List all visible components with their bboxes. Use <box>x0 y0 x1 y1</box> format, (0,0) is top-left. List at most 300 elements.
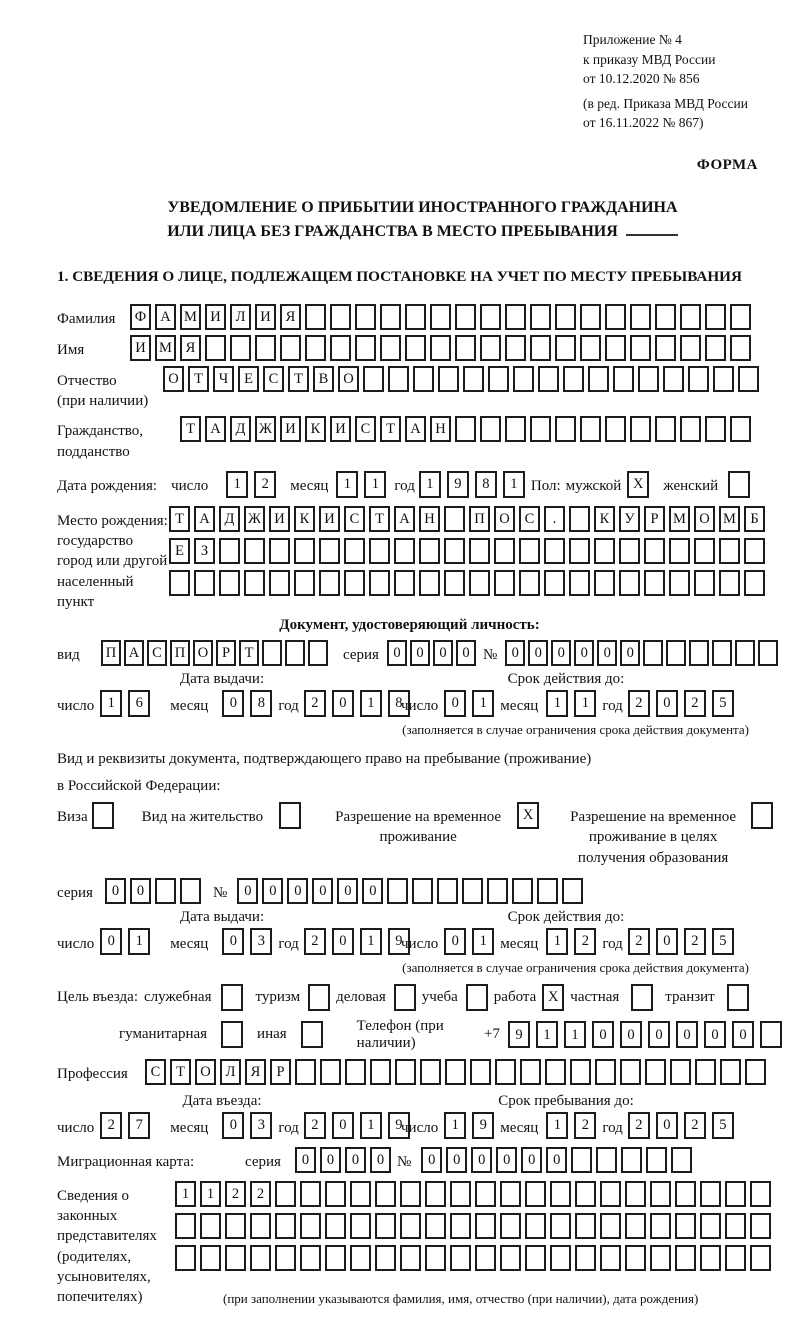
char-cell[interactable]: 2 <box>628 690 650 717</box>
char-cell[interactable] <box>705 304 726 330</box>
char-cell[interactable] <box>720 1059 741 1085</box>
char-cell[interactable] <box>537 878 558 904</box>
char-cell[interactable] <box>550 1245 571 1271</box>
char-cell[interactable] <box>712 640 732 666</box>
char-cell[interactable] <box>605 335 626 361</box>
char-cell[interactable]: 1 <box>360 690 382 717</box>
char-cell[interactable] <box>370 1059 391 1085</box>
char-cell[interactable] <box>713 366 734 392</box>
char-cell[interactable] <box>475 1181 496 1207</box>
char-cell[interactable]: 1 <box>226 471 248 498</box>
char-cell[interactable] <box>230 335 251 361</box>
char-cell[interactable] <box>663 366 684 392</box>
purpose-official-checkbox[interactable] <box>221 984 243 1011</box>
char-cell[interactable]: 5 <box>712 928 734 955</box>
char-cell[interactable]: 0 <box>521 1147 542 1173</box>
char-cell[interactable] <box>395 1059 416 1085</box>
char-cell[interactable]: К <box>594 506 615 532</box>
char-cell[interactable]: Т <box>288 366 309 392</box>
char-cell[interactable]: 2 <box>684 928 706 955</box>
char-cell[interactable] <box>255 335 276 361</box>
char-cell[interactable] <box>625 1213 646 1239</box>
char-cell[interactable] <box>175 1213 196 1239</box>
char-cell[interactable] <box>669 538 690 564</box>
char-cell[interactable] <box>480 416 501 442</box>
char-cell[interactable] <box>494 538 515 564</box>
char-cell[interactable] <box>244 538 265 564</box>
char-cell[interactable] <box>405 304 426 330</box>
char-cell[interactable]: А <box>194 506 215 532</box>
char-cell[interactable] <box>545 1059 566 1085</box>
char-cell[interactable] <box>671 1147 692 1173</box>
char-cell[interactable] <box>480 304 501 330</box>
char-cell[interactable]: 0 <box>656 690 678 717</box>
char-cell[interactable]: 0 <box>648 1021 670 1048</box>
char-cell[interactable] <box>675 1213 696 1239</box>
char-cell[interactable]: А <box>124 640 144 666</box>
char-cell[interactable] <box>580 335 601 361</box>
char-cell[interactable] <box>300 1245 321 1271</box>
char-cell[interactable] <box>355 304 376 330</box>
char-cell[interactable]: 0 <box>295 1147 316 1173</box>
sex-male-checkbox[interactable]: X <box>627 471 649 498</box>
char-cell[interactable] <box>470 1059 491 1085</box>
char-cell[interactable] <box>644 538 665 564</box>
char-cell[interactable] <box>500 1245 521 1271</box>
purpose-study-checkbox[interactable] <box>466 984 488 1011</box>
char-cell[interactable] <box>689 640 709 666</box>
char-cell[interactable] <box>525 1213 546 1239</box>
char-cell[interactable]: 6 <box>128 690 150 717</box>
char-cell[interactable] <box>555 335 576 361</box>
char-cell[interactable]: 1 <box>360 928 382 955</box>
char-cell[interactable] <box>569 570 590 596</box>
char-cell[interactable]: С <box>263 366 284 392</box>
char-cell[interactable] <box>645 1059 666 1085</box>
char-cell[interactable] <box>363 366 384 392</box>
char-cell[interactable]: 0 <box>656 1112 678 1139</box>
char-cell[interactable] <box>462 878 483 904</box>
char-cell[interactable] <box>569 538 590 564</box>
char-cell[interactable]: У <box>619 506 640 532</box>
char-cell[interactable] <box>580 304 601 330</box>
char-cell[interactable]: 0 <box>597 640 617 666</box>
char-cell[interactable] <box>613 366 634 392</box>
char-cell[interactable]: 0 <box>496 1147 517 1173</box>
char-cell[interactable] <box>394 570 415 596</box>
char-cell[interactable]: 0 <box>620 640 640 666</box>
char-cell[interactable] <box>544 570 565 596</box>
char-cell[interactable] <box>646 1147 667 1173</box>
char-cell[interactable] <box>300 1181 321 1207</box>
char-cell[interactable] <box>725 1181 746 1207</box>
char-cell[interactable] <box>544 538 565 564</box>
char-cell[interactable]: 9 <box>508 1021 530 1048</box>
char-cell[interactable] <box>500 1181 521 1207</box>
purpose-humanitarian-checkbox[interactable] <box>221 1021 243 1048</box>
char-cell[interactable] <box>244 570 265 596</box>
char-cell[interactable] <box>175 1245 196 1271</box>
char-cell[interactable]: Б <box>744 506 765 532</box>
char-cell[interactable] <box>694 538 715 564</box>
char-cell[interactable]: 2 <box>254 471 276 498</box>
char-cell[interactable] <box>580 416 601 442</box>
char-cell[interactable]: Р <box>644 506 665 532</box>
char-cell[interactable] <box>505 335 526 361</box>
char-cell[interactable] <box>530 416 551 442</box>
char-cell[interactable]: Р <box>270 1059 291 1085</box>
char-cell[interactable]: 1 <box>472 928 494 955</box>
char-cell[interactable]: Л <box>230 304 251 330</box>
char-cell[interactable] <box>650 1181 671 1207</box>
char-cell[interactable]: 0 <box>287 878 308 904</box>
char-cell[interactable]: Ж <box>255 416 276 442</box>
char-cell[interactable]: 8 <box>388 690 410 717</box>
char-cell[interactable] <box>494 570 515 596</box>
char-cell[interactable] <box>575 1181 596 1207</box>
char-cell[interactable] <box>525 1245 546 1271</box>
char-cell[interactable]: 1 <box>100 690 122 717</box>
char-cell[interactable] <box>505 304 526 330</box>
char-cell[interactable]: О <box>195 1059 216 1085</box>
visa-checkbox[interactable] <box>92 802 114 829</box>
char-cell[interactable] <box>563 366 584 392</box>
char-cell[interactable]: Н <box>430 416 451 442</box>
char-cell[interactable] <box>388 366 409 392</box>
char-cell[interactable] <box>750 1213 771 1239</box>
char-cell[interactable] <box>294 538 315 564</box>
char-cell[interactable]: О <box>163 366 184 392</box>
purpose-other-checkbox[interactable] <box>301 1021 323 1048</box>
char-cell[interactable]: 0 <box>320 1147 341 1173</box>
char-cell[interactable] <box>630 416 651 442</box>
char-cell[interactable] <box>550 1213 571 1239</box>
char-cell[interactable]: 1 <box>546 1112 568 1139</box>
char-cell[interactable]: Т <box>180 416 201 442</box>
char-cell[interactable] <box>694 570 715 596</box>
char-cell[interactable] <box>344 570 365 596</box>
char-cell[interactable]: Е <box>238 366 259 392</box>
char-cell[interactable]: К <box>294 506 315 532</box>
char-cell[interactable] <box>758 640 778 666</box>
char-cell[interactable] <box>650 1213 671 1239</box>
char-cell[interactable] <box>419 570 440 596</box>
char-cell[interactable] <box>575 1245 596 1271</box>
char-cell[interactable] <box>325 1245 346 1271</box>
char-cell[interactable] <box>330 335 351 361</box>
purpose-transit-checkbox[interactable] <box>727 984 749 1011</box>
char-cell[interactable] <box>285 640 305 666</box>
char-cell[interactable]: 0 <box>704 1021 726 1048</box>
char-cell[interactable] <box>475 1213 496 1239</box>
char-cell[interactable] <box>730 335 751 361</box>
char-cell[interactable] <box>725 1245 746 1271</box>
char-cell[interactable] <box>394 538 415 564</box>
char-cell[interactable]: 0 <box>387 640 407 666</box>
char-cell[interactable]: 3 <box>250 928 272 955</box>
char-cell[interactable] <box>387 878 408 904</box>
char-cell[interactable] <box>600 1213 621 1239</box>
char-cell[interactable]: 0 <box>370 1147 391 1173</box>
char-cell[interactable] <box>400 1213 421 1239</box>
char-cell[interactable]: И <box>280 416 301 442</box>
char-cell[interactable] <box>325 1181 346 1207</box>
char-cell[interactable]: 0 <box>105 878 126 904</box>
char-cell[interactable]: Ф <box>130 304 151 330</box>
char-cell[interactable] <box>744 538 765 564</box>
char-cell[interactable] <box>735 640 755 666</box>
char-cell[interactable] <box>530 304 551 330</box>
char-cell[interactable] <box>430 335 451 361</box>
char-cell[interactable] <box>575 1213 596 1239</box>
char-cell[interactable] <box>550 1181 571 1207</box>
char-cell[interactable] <box>425 1181 446 1207</box>
char-cell[interactable] <box>619 570 640 596</box>
char-cell[interactable] <box>219 570 240 596</box>
char-cell[interactable]: О <box>338 366 359 392</box>
char-cell[interactable]: М <box>180 304 201 330</box>
char-cell[interactable]: 2 <box>100 1112 122 1139</box>
char-cell[interactable]: Т <box>188 366 209 392</box>
char-cell[interactable] <box>725 1213 746 1239</box>
char-cell[interactable] <box>669 570 690 596</box>
char-cell[interactable] <box>650 1245 671 1271</box>
char-cell[interactable] <box>380 335 401 361</box>
char-cell[interactable]: 0 <box>574 640 594 666</box>
char-cell[interactable]: 5 <box>712 690 734 717</box>
char-cell[interactable] <box>375 1181 396 1207</box>
char-cell[interactable] <box>155 878 176 904</box>
char-cell[interactable] <box>719 538 740 564</box>
char-cell[interactable]: 0 <box>592 1021 614 1048</box>
char-cell[interactable]: И <box>330 416 351 442</box>
char-cell[interactable] <box>619 538 640 564</box>
char-cell[interactable] <box>513 366 534 392</box>
char-cell[interactable]: . <box>544 506 565 532</box>
char-cell[interactable] <box>562 878 583 904</box>
char-cell[interactable] <box>630 335 651 361</box>
char-cell[interactable]: 1 <box>546 928 568 955</box>
char-cell[interactable] <box>369 570 390 596</box>
char-cell[interactable]: 0 <box>410 640 430 666</box>
char-cell[interactable]: 1 <box>364 471 386 498</box>
char-cell[interactable] <box>594 570 615 596</box>
char-cell[interactable] <box>450 1245 471 1271</box>
char-cell[interactable] <box>643 640 663 666</box>
char-cell[interactable]: 1 <box>360 1112 382 1139</box>
char-cell[interactable]: З <box>194 538 215 564</box>
char-cell[interactable] <box>380 304 401 330</box>
char-cell[interactable]: 0 <box>332 690 354 717</box>
char-cell[interactable]: 0 <box>337 878 358 904</box>
char-cell[interactable] <box>569 506 590 532</box>
char-cell[interactable]: 0 <box>222 1112 244 1139</box>
char-cell[interactable]: 9 <box>447 471 469 498</box>
char-cell[interactable] <box>455 304 476 330</box>
char-cell[interactable] <box>519 538 540 564</box>
char-cell[interactable] <box>625 1181 646 1207</box>
char-cell[interactable]: 1 <box>419 471 441 498</box>
char-cell[interactable]: 2 <box>304 690 326 717</box>
char-cell[interactable] <box>644 570 665 596</box>
char-cell[interactable] <box>400 1245 421 1271</box>
char-cell[interactable] <box>705 335 726 361</box>
char-cell[interactable] <box>430 304 451 330</box>
char-cell[interactable]: 1 <box>503 471 525 498</box>
char-cell[interactable] <box>630 304 651 330</box>
char-cell[interactable] <box>400 1181 421 1207</box>
char-cell[interactable]: С <box>355 416 376 442</box>
char-cell[interactable] <box>530 335 551 361</box>
char-cell[interactable] <box>620 1059 641 1085</box>
char-cell[interactable] <box>719 570 740 596</box>
char-cell[interactable] <box>488 366 509 392</box>
char-cell[interactable]: О <box>193 640 213 666</box>
char-cell[interactable]: 1 <box>564 1021 586 1048</box>
char-cell[interactable]: 0 <box>421 1147 442 1173</box>
char-cell[interactable] <box>700 1181 721 1207</box>
char-cell[interactable] <box>375 1245 396 1271</box>
char-cell[interactable]: 0 <box>237 878 258 904</box>
char-cell[interactable] <box>594 538 615 564</box>
char-cell[interactable] <box>760 1021 782 1048</box>
char-cell[interactable] <box>305 335 326 361</box>
char-cell[interactable] <box>700 1245 721 1271</box>
char-cell[interactable]: 9 <box>388 1112 410 1139</box>
char-cell[interactable]: 0 <box>130 878 151 904</box>
char-cell[interactable]: 2 <box>304 928 326 955</box>
char-cell[interactable]: М <box>719 506 740 532</box>
char-cell[interactable] <box>180 878 201 904</box>
char-cell[interactable]: 0 <box>444 690 466 717</box>
char-cell[interactable] <box>738 366 759 392</box>
char-cell[interactable]: П <box>170 640 190 666</box>
char-cell[interactable] <box>638 366 659 392</box>
char-cell[interactable] <box>319 538 340 564</box>
purpose-business-checkbox[interactable] <box>394 984 416 1011</box>
char-cell[interactable]: П <box>101 640 121 666</box>
char-cell[interactable]: 2 <box>684 1112 706 1139</box>
char-cell[interactable]: 0 <box>433 640 453 666</box>
char-cell[interactable]: 7 <box>128 1112 150 1139</box>
char-cell[interactable]: 0 <box>456 640 476 666</box>
char-cell[interactable] <box>505 416 526 442</box>
char-cell[interactable]: Я <box>180 335 201 361</box>
char-cell[interactable] <box>269 538 290 564</box>
char-cell[interactable] <box>344 538 365 564</box>
char-cell[interactable]: Н <box>419 506 440 532</box>
char-cell[interactable]: 0 <box>732 1021 754 1048</box>
char-cell[interactable]: А <box>205 416 226 442</box>
char-cell[interactable]: М <box>155 335 176 361</box>
char-cell[interactable] <box>745 1059 766 1085</box>
char-cell[interactable] <box>571 1147 592 1173</box>
char-cell[interactable]: Я <box>245 1059 266 1085</box>
char-cell[interactable]: 1 <box>128 928 150 955</box>
char-cell[interactable] <box>308 640 328 666</box>
sex-female-checkbox[interactable] <box>728 471 750 498</box>
char-cell[interactable]: 0 <box>528 640 548 666</box>
char-cell[interactable] <box>355 335 376 361</box>
char-cell[interactable] <box>200 1245 221 1271</box>
char-cell[interactable]: С <box>519 506 540 532</box>
char-cell[interactable] <box>444 570 465 596</box>
char-cell[interactable]: 0 <box>312 878 333 904</box>
char-cell[interactable] <box>695 1059 716 1085</box>
char-cell[interactable] <box>463 366 484 392</box>
char-cell[interactable] <box>425 1245 446 1271</box>
char-cell[interactable] <box>437 878 458 904</box>
char-cell[interactable]: Т <box>239 640 259 666</box>
char-cell[interactable]: 9 <box>388 928 410 955</box>
char-cell[interactable]: 0 <box>551 640 571 666</box>
char-cell[interactable] <box>705 416 726 442</box>
char-cell[interactable]: 0 <box>620 1021 642 1048</box>
char-cell[interactable] <box>655 304 676 330</box>
char-cell[interactable] <box>750 1245 771 1271</box>
purpose-work-checkbox[interactable]: X <box>542 984 564 1011</box>
char-cell[interactable]: Д <box>230 416 251 442</box>
char-cell[interactable] <box>519 570 540 596</box>
char-cell[interactable]: 2 <box>225 1181 246 1207</box>
char-cell[interactable] <box>225 1213 246 1239</box>
char-cell[interactable]: К <box>305 416 326 442</box>
char-cell[interactable] <box>305 304 326 330</box>
char-cell[interactable] <box>405 335 426 361</box>
char-cell[interactable] <box>320 1059 341 1085</box>
char-cell[interactable]: 2 <box>574 1112 596 1139</box>
char-cell[interactable] <box>350 1245 371 1271</box>
char-cell[interactable] <box>269 570 290 596</box>
char-cell[interactable] <box>450 1213 471 1239</box>
char-cell[interactable] <box>369 538 390 564</box>
char-cell[interactable]: 1 <box>574 690 596 717</box>
char-cell[interactable] <box>744 570 765 596</box>
char-cell[interactable]: Т <box>369 506 390 532</box>
purpose-tourism-checkbox[interactable] <box>308 984 330 1011</box>
char-cell[interactable]: 0 <box>676 1021 698 1048</box>
char-cell[interactable] <box>680 304 701 330</box>
char-cell[interactable]: 3 <box>250 1112 272 1139</box>
char-cell[interactable]: Л <box>220 1059 241 1085</box>
char-cell[interactable]: И <box>130 335 151 361</box>
char-cell[interactable] <box>605 304 626 330</box>
char-cell[interactable] <box>487 878 508 904</box>
char-cell[interactable] <box>675 1245 696 1271</box>
char-cell[interactable] <box>680 416 701 442</box>
char-cell[interactable] <box>444 538 465 564</box>
char-cell[interactable] <box>319 570 340 596</box>
char-cell[interactable] <box>680 335 701 361</box>
char-cell[interactable]: А <box>155 304 176 330</box>
char-cell[interactable]: 0 <box>546 1147 567 1173</box>
char-cell[interactable]: 1 <box>546 690 568 717</box>
char-cell[interactable] <box>444 506 465 532</box>
char-cell[interactable] <box>350 1213 371 1239</box>
char-cell[interactable]: 2 <box>574 928 596 955</box>
char-cell[interactable]: 0 <box>262 878 283 904</box>
char-cell[interactable] <box>600 1245 621 1271</box>
char-cell[interactable] <box>670 1059 691 1085</box>
char-cell[interactable]: 2 <box>628 928 650 955</box>
char-cell[interactable] <box>455 335 476 361</box>
char-cell[interactable]: 8 <box>475 471 497 498</box>
char-cell[interactable] <box>555 304 576 330</box>
char-cell[interactable] <box>730 304 751 330</box>
char-cell[interactable]: Я <box>280 304 301 330</box>
char-cell[interactable] <box>420 1059 441 1085</box>
char-cell[interactable] <box>538 366 559 392</box>
